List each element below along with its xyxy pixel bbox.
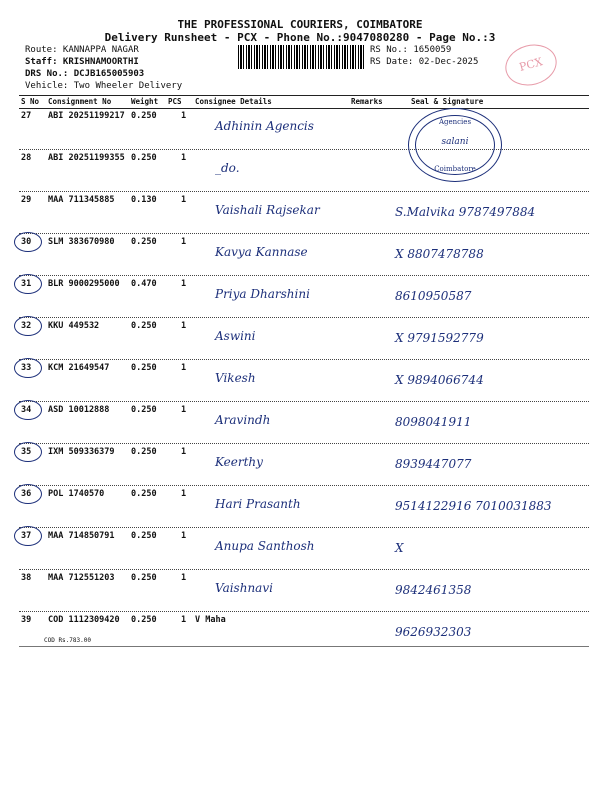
handwritten-name: Vaishnavi bbox=[215, 581, 273, 595]
row-weight: 0.250 bbox=[131, 237, 157, 247]
row-pcs: 1 bbox=[181, 615, 187, 625]
row-weight: 0.250 bbox=[131, 405, 157, 415]
row-sno: 39 bbox=[21, 615, 32, 625]
sno-circle-mark bbox=[14, 358, 42, 378]
handwritten-name: Vikesh bbox=[215, 371, 256, 385]
row-consignment: ABI 20251199355 bbox=[48, 153, 125, 163]
row-consignee: V Maha bbox=[195, 615, 226, 625]
handwritten-signature: 8610950587 bbox=[395, 289, 472, 303]
row-divider bbox=[19, 233, 589, 234]
row-weight: 0.250 bbox=[131, 489, 157, 499]
row-weight: 0.250 bbox=[131, 153, 157, 163]
row-sno: 36 bbox=[21, 489, 32, 499]
row-consignment: MAA 712551203 bbox=[48, 573, 115, 583]
row-pcs: 1 bbox=[181, 195, 187, 205]
row-sno: 33 bbox=[21, 363, 32, 373]
footer-line bbox=[19, 646, 589, 647]
row-pcs: 1 bbox=[181, 153, 187, 163]
row-sno: 32 bbox=[21, 321, 32, 331]
row-divider bbox=[19, 611, 589, 612]
header-subtitle: Delivery Runsheet - PCX - Phone No.:9047080280 - Page No.:3 bbox=[104, 31, 496, 44]
row-sno: 35 bbox=[21, 447, 32, 457]
row-sno: 28 bbox=[21, 153, 32, 163]
row-divider bbox=[19, 191, 589, 192]
row-consignment: ASD 10012888 bbox=[48, 405, 110, 415]
row-sno: 34 bbox=[21, 405, 32, 415]
seal-signature: salani bbox=[441, 137, 469, 147]
row-sno: 27 bbox=[21, 111, 32, 121]
row-weight: 0.250 bbox=[131, 615, 157, 625]
barcode bbox=[238, 45, 366, 69]
row-weight: 0.250 bbox=[131, 111, 157, 121]
handwritten-name: Aravindh bbox=[215, 413, 271, 427]
row-pcs: 1 bbox=[181, 531, 187, 541]
handwritten-signature: X 8807478788 bbox=[395, 247, 484, 261]
row-consignment: SLM 383670980 bbox=[48, 237, 115, 247]
row-consignment: BLR 9000295000 bbox=[48, 279, 120, 289]
sno-circle-mark bbox=[14, 442, 42, 462]
row-consignment: POL 1740570 bbox=[48, 489, 105, 499]
col-sno: S No bbox=[21, 97, 40, 106]
row-pcs: 1 bbox=[181, 111, 187, 121]
handwritten-signature: 8098041911 bbox=[395, 415, 472, 429]
row-divider bbox=[19, 149, 589, 150]
row-pcs: 1 bbox=[181, 279, 187, 289]
row-consignment: MAA 714850791 bbox=[48, 531, 115, 541]
handwritten-name: _do. bbox=[215, 161, 240, 175]
handwritten-signature: 8939447077 bbox=[395, 457, 472, 471]
row-weight: 0.250 bbox=[131, 321, 157, 331]
row-consignment: COD 1112309420 bbox=[48, 615, 120, 625]
row-consignment: IXM 509336379 bbox=[48, 447, 115, 457]
rs-number: RS No.: 1650059 bbox=[370, 45, 452, 55]
route: Route: KANNAPPA NAGAR bbox=[25, 45, 139, 55]
sno-circle-mark bbox=[14, 400, 42, 420]
col-consignee: Consignee Details bbox=[195, 97, 272, 106]
handwritten-name: Hari Prasanth bbox=[215, 497, 301, 511]
row-divider bbox=[19, 485, 589, 486]
staff: Staff: KRISHNAMOORTHI bbox=[25, 57, 139, 67]
pcx-stamp: PCX bbox=[501, 39, 562, 91]
row-consignment: KKU 449532 bbox=[48, 321, 100, 331]
row-divider bbox=[19, 317, 589, 318]
row-sno: 37 bbox=[21, 531, 32, 541]
col-consignment: Consignment No bbox=[48, 97, 112, 106]
row-weight: 0.250 bbox=[131, 447, 157, 457]
handwritten-signature: S.Malvika 9787497884 bbox=[395, 205, 536, 219]
row-pcs: 1 bbox=[181, 573, 187, 583]
row-weight: 0.250 bbox=[131, 531, 157, 541]
handwritten-signature: 9514122916 7010031883 bbox=[395, 499, 552, 513]
row-pcs: 1 bbox=[181, 405, 187, 415]
row-divider bbox=[19, 443, 589, 444]
handwritten-signature: 9842461358 bbox=[395, 583, 472, 597]
row-sno: 38 bbox=[21, 573, 32, 583]
cod-note: COD Rs.783.00 bbox=[44, 637, 91, 644]
row-weight: 0.250 bbox=[131, 363, 157, 373]
row-divider bbox=[19, 401, 589, 402]
row-consignment: ABI 20251199217 bbox=[48, 111, 125, 121]
company-seal bbox=[408, 108, 502, 182]
row-weight: 0.250 bbox=[131, 573, 157, 583]
row-pcs: 1 bbox=[181, 363, 187, 373]
handwritten-signature: X bbox=[395, 541, 404, 555]
col-remarks: Remarks bbox=[351, 97, 383, 106]
row-pcs: 1 bbox=[181, 447, 187, 457]
handwritten-signature: X 9791592779 bbox=[395, 331, 484, 345]
sno-circle-mark bbox=[14, 526, 42, 546]
seal-bottom-text: Coimbatore bbox=[434, 165, 476, 173]
header-title: THE PROFESSIONAL COURIERS, COIMBATORE bbox=[177, 18, 423, 31]
row-consignment: KCM 21649547 bbox=[48, 363, 110, 373]
row-sno: 31 bbox=[21, 279, 32, 289]
row-pcs: 1 bbox=[181, 489, 187, 499]
handwritten-name: Kavya Kannase bbox=[215, 245, 308, 259]
row-pcs: 1 bbox=[181, 237, 187, 247]
handwritten-signature: 9626932303 bbox=[395, 625, 472, 639]
row-divider bbox=[19, 569, 589, 570]
row-divider bbox=[19, 527, 589, 528]
row-weight: 0.130 bbox=[131, 195, 157, 205]
row-sno: 29 bbox=[21, 195, 32, 205]
table-header bbox=[19, 95, 589, 109]
rs-date: RS Date: 02-Dec-2025 bbox=[370, 57, 479, 67]
sno-circle-mark bbox=[14, 274, 42, 294]
seal-top-text: Agencies bbox=[438, 118, 472, 126]
row-pcs: 1 bbox=[181, 321, 187, 331]
handwritten-name: Aswini bbox=[215, 329, 256, 343]
sno-circle-mark bbox=[14, 484, 42, 504]
sno-circle-mark bbox=[14, 232, 42, 252]
row-weight: 0.470 bbox=[131, 279, 157, 289]
drs-number: DRS No.: DCJB165005903 bbox=[25, 69, 145, 79]
row-sno: 30 bbox=[21, 237, 32, 247]
handwritten-name: Anupa Santhosh bbox=[215, 539, 315, 553]
handwritten-name: Priya Dharshini bbox=[215, 287, 310, 301]
vehicle: Vehicle: Two Wheeler Delivery bbox=[25, 81, 183, 91]
col-pcs: PCS bbox=[168, 97, 182, 106]
col-weight: Weight bbox=[131, 97, 159, 106]
row-divider bbox=[19, 359, 589, 360]
handwritten-signature: X 9894066744 bbox=[395, 373, 484, 387]
handwritten-name: Keerthy bbox=[215, 455, 263, 469]
handwritten-name: Adhinin Agencis bbox=[215, 119, 314, 133]
row-divider bbox=[19, 275, 589, 276]
row-consignment: MAA 711345885 bbox=[48, 195, 115, 205]
sno-circle-mark bbox=[14, 316, 42, 336]
handwritten-name: Vaishali Rajsekar bbox=[215, 203, 320, 217]
col-seal: Seal & Signature bbox=[411, 97, 484, 106]
